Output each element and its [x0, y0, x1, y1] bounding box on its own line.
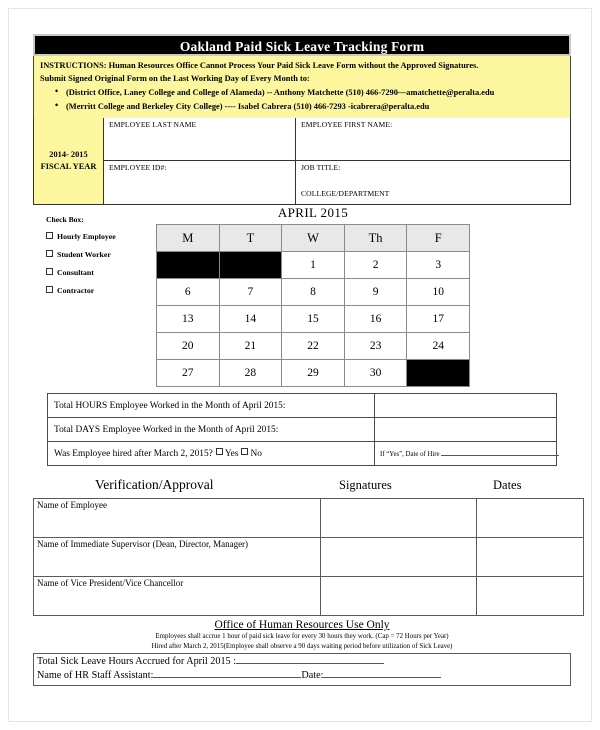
hired-no-label: No [250, 449, 262, 459]
calendar-day-cell[interactable]: 16 [344, 306, 407, 333]
signature-field-supervisor[interactable] [321, 538, 477, 577]
job-title-field[interactable] [296, 161, 570, 204]
employee-name-row [104, 118, 570, 161]
employee-info-section [33, 118, 571, 205]
form-sheet [33, 34, 571, 686]
college-department-label: COLLEGE/DEPARTMENT [301, 189, 390, 198]
calendar-day-cell[interactable]: 6 [157, 279, 220, 306]
employee-id-row [104, 161, 570, 204]
calendar-empty-cell [407, 360, 470, 387]
form-page [8, 8, 592, 722]
checkbox-icon[interactable] [46, 250, 53, 257]
fiscal-year-line-1: 2014- 2015 [49, 150, 88, 159]
hr-use-only-heading: Office of Human Resources Use Only [214, 619, 390, 631]
fiscal-year-line-2: FISCAL YEAR [40, 162, 97, 171]
checkbox-icon[interactable] [46, 286, 53, 293]
instructions-line-2: Submit Signed Original Form on the Last Working Day of Every Month to: [40, 73, 310, 83]
calendar-day-cell[interactable]: 13 [157, 306, 220, 333]
hired-yes-label: Yes [224, 449, 239, 459]
hired-after-row [48, 442, 557, 466]
hr-accrued-row [37, 655, 570, 669]
verification-name-employee: Name of Employee [34, 499, 321, 538]
date-field-supervisor[interactable] [477, 538, 584, 577]
checkbox-hourly-employee[interactable] [46, 232, 151, 241]
calendar-day-cell[interactable]: 21 [219, 333, 282, 360]
fiscal-year-cell [34, 118, 104, 204]
total-hours-input[interactable] [375, 394, 557, 418]
total-hours-row [48, 394, 557, 418]
total-hours-label: Total HOURS Employee Worked in the Month of April 2015: [48, 394, 375, 418]
calendar-header-row [157, 225, 470, 252]
hr-note-line-1: Employees shall accrue 1 hour of paid sick leave for every 30 hours they work. (Cap = 72 Hours per Year) [155, 633, 449, 640]
hr-use-only-section [33, 618, 571, 631]
calendar-empty-cell [157, 252, 220, 279]
calendar-week-row [157, 333, 470, 360]
instructions-contact-item: • (Merritt College and Berkeley City College) ---- Isabel Cabrera (510) 466-7293 -icabrera@peralta.edu [66, 100, 564, 114]
employee-first-name-label: EMPLOYEE FIRST NAME: [301, 120, 393, 129]
total-days-row [48, 418, 557, 442]
calendar-day-cell[interactable]: 7 [219, 279, 282, 306]
employee-id-label: EMPLOYEE ID#: [109, 163, 167, 172]
signatures-heading: Signatures [339, 478, 392, 492]
date-of-hire-cell[interactable] [375, 442, 557, 466]
signature-field-vice-president[interactable] [321, 577, 477, 616]
checkbox-label: Consultant [57, 268, 94, 277]
calendar-empty-cell [219, 252, 282, 279]
calendar-day-header: Th [344, 225, 407, 252]
instructions-contact-item: • (District Office, Laney College and College of Alameda) -- Anthony Matchette (510) 466-7290—amatchette@peralta.edu [66, 86, 564, 100]
employee-id-field[interactable] [104, 161, 296, 204]
employee-last-name-label: EMPLOYEE LAST NAME [109, 120, 197, 129]
calendar-day-header: W [282, 225, 345, 252]
calendar-day-cell[interactable]: 14 [219, 306, 282, 333]
instructions-contact-list [40, 86, 564, 113]
calendar-day-cell[interactable]: 22 [282, 333, 345, 360]
calendar-day-cell[interactable]: 15 [282, 306, 345, 333]
date-field-vice-president[interactable] [477, 577, 584, 616]
calendar-section [156, 205, 470, 387]
calendar-day-cell[interactable]: 29 [282, 360, 345, 387]
hired-after-question-cell [48, 442, 375, 466]
table-row [34, 538, 584, 577]
instructions-line-1: INSTRUCTIONS: Human Resources Office Cannot Process Your Paid Sick Leave Form without the Approved Signatures. [40, 61, 479, 70]
employee-first-name-field[interactable] [296, 118, 570, 160]
hr-date-label: Date: [301, 670, 324, 681]
hr-staff-rule[interactable] [153, 669, 301, 678]
calendar-day-cell[interactable]: 3 [407, 252, 470, 279]
date-field-employee[interactable] [477, 499, 584, 538]
hr-date-rule[interactable] [323, 669, 441, 678]
calendar-day-cell[interactable]: 17 [407, 306, 470, 333]
checkbox-consultant[interactable] [46, 268, 151, 277]
calendar-day-cell[interactable]: 20 [157, 333, 220, 360]
classification-checkbox-group [46, 215, 151, 304]
verification-name-vice-president: Name of Vice President/Vice Chancellor [34, 577, 321, 616]
signature-field-employee[interactable] [321, 499, 477, 538]
verification-table [33, 498, 584, 616]
table-row [34, 577, 584, 616]
calendar-day-cell[interactable]: 1 [282, 252, 345, 279]
calendar-day-cell[interactable]: 30 [344, 360, 407, 387]
calendar-week-row [157, 252, 470, 279]
instructions-block [33, 56, 571, 118]
calendar-month-title: APRIL 2015 [277, 205, 349, 220]
checkbox-icon[interactable] [46, 268, 53, 275]
form-title: Oakland Paid Sick Leave Tracking Form [33, 34, 571, 56]
calendar-day-cell[interactable]: 24 [407, 333, 470, 360]
calendar-day-cell[interactable]: 23 [344, 333, 407, 360]
calendar-day-cell[interactable]: 10 [407, 279, 470, 306]
checkbox-icon[interactable] [46, 232, 53, 239]
calendar-day-header: T [219, 225, 282, 252]
checkbox-icon-no[interactable] [241, 448, 248, 455]
hr-accrued-label: Total Sick Leave Hours Accrued for April 2015 : [37, 656, 237, 667]
dates-heading: Dates [493, 478, 522, 492]
classification-and-calendar-row [33, 205, 571, 385]
checkbox-student-worker[interactable] [46, 250, 151, 259]
check-box-title: Check Box: [46, 215, 84, 224]
calendar-day-cell[interactable]: 8 [282, 279, 345, 306]
calendar-day-cell[interactable]: 9 [344, 279, 407, 306]
table-row [34, 499, 584, 538]
calendar-day-header: M [157, 225, 220, 252]
calendar-week-row [157, 306, 470, 333]
hr-staff-label: Name of HR Staff Assistant: [37, 670, 154, 681]
calendar-day-cell[interactable]: 2 [344, 252, 407, 279]
total-days-input[interactable] [375, 418, 557, 442]
total-days-label: Total DAYS Employee Worked in the Month of April 2015: [48, 418, 375, 442]
job-title-label: JOB TITLE: [301, 163, 341, 172]
hired-after-label: Was Employee hired after March 2, 2015? [54, 449, 213, 459]
hr-note-line-2: Hired after March 2, 2015(Employee shall observe a 90 days waiting period before utilization of Sick Leave) [151, 643, 453, 650]
calendar-table [156, 224, 470, 387]
employee-fields [104, 118, 570, 204]
date-of-hire-rule [441, 449, 559, 456]
checkbox-icon-yes[interactable] [216, 448, 223, 455]
totals-table [47, 393, 557, 466]
calendar-week-row [157, 279, 470, 306]
verification-name-supervisor: Name of Immediate Supervisor (Dean, Director, Manager) [34, 538, 321, 577]
hr-entry-box [33, 653, 571, 686]
calendar-day-cell[interactable]: 28 [219, 360, 282, 387]
calendar-day-cell[interactable]: 27 [157, 360, 220, 387]
calendar-body [157, 252, 470, 387]
verification-heading: Verification/Approval [95, 477, 214, 492]
verification-headings [33, 477, 571, 498]
checkbox-contractor[interactable] [46, 286, 151, 295]
hr-accrued-rule[interactable] [236, 655, 384, 664]
checkbox-label: Contractor [57, 286, 95, 295]
hr-staff-row [37, 669, 570, 683]
calendar-day-header: F [407, 225, 470, 252]
calendar-week-row [157, 360, 470, 387]
checkbox-label: Student Worker [57, 250, 111, 259]
date-of-hire-label: If “Yes”, Date of Hire [380, 451, 440, 458]
checkbox-label: Hourly Employee [57, 232, 116, 241]
employee-last-name-field[interactable] [104, 118, 296, 160]
